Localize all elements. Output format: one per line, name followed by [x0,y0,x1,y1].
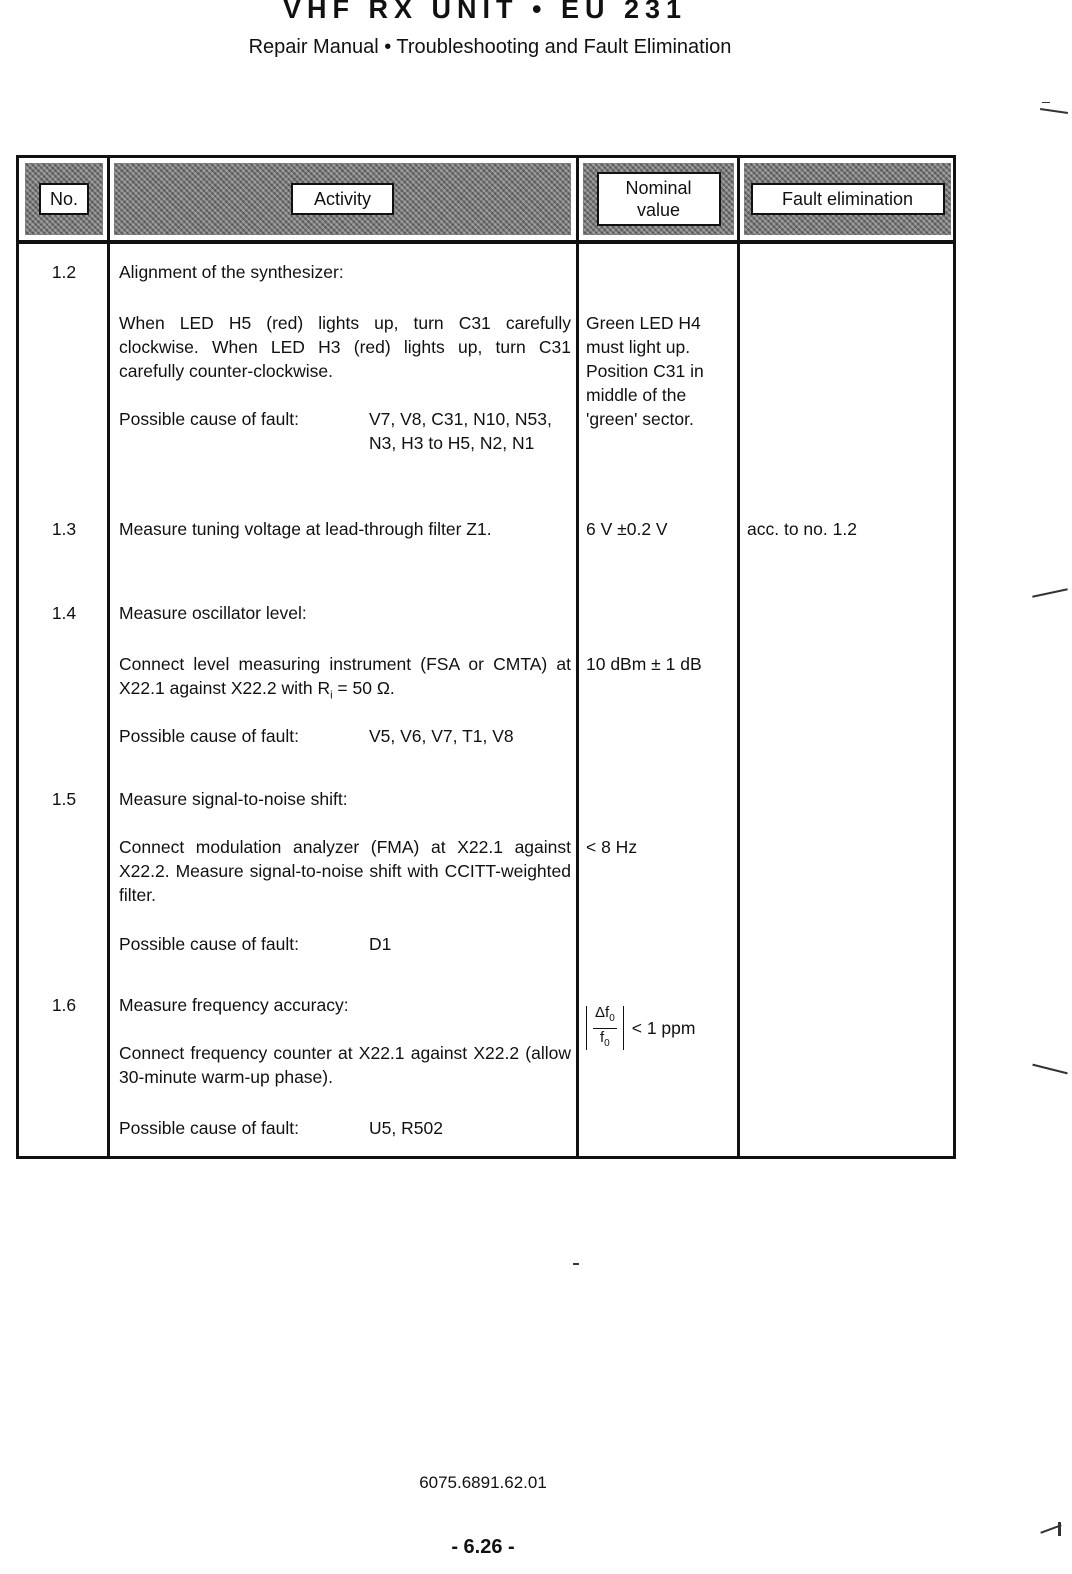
header-nominal [583,163,734,235]
row-number: 1.3 [51,519,77,539]
row-heading: Measure oscillator level: [119,603,307,623]
cause-label: Possible cause of fault: [119,726,299,746]
row-heading: Measure frequency accuracy: [119,995,349,1015]
header-no [25,163,103,235]
cause-parts: D1 [369,934,392,954]
cause-of-fault [119,932,571,956]
row-text: Measure tuning voltage at lead-through filter Z1. [119,519,492,539]
header-divider [19,240,953,244]
nominal-header-line1: Nominal [625,178,692,198]
formula-numerator: $\Delta f_0$ [593,1004,617,1029]
absolute-value-bars [586,1003,624,1050]
column-divider [576,158,579,1156]
cause-label: Possible cause of fault: [119,1118,299,1138]
row-text: Connect modulation analyzer (FMA) at X22.1 against X22.2. Measure signal-to-noise shift with CCITT-weighted filter. [119,837,571,905]
document-title: VHF RX UNIT • EU 231 [282,0,687,24]
nominal-header-line2: value [636,200,681,220]
row-text: When LED H5 (red) lights up, turn C31 carefully clockwise. When LED H3 (red) lights up, turn C31 carefully counter-clockwise. [119,313,571,381]
row-number: 1.5 [51,789,77,809]
troubleshooting-table [16,155,956,1159]
cause-parts: V7, V8, C31, N10, N53, N3, H3 to H5, N2, N1 [369,409,552,453]
cause-of-fault [119,407,571,455]
cause-label: Possible cause of fault: [119,409,299,429]
row-number: 1.2 [51,262,77,282]
cause-parts: V5, V6, V7, T1, V8 [369,726,514,746]
row-number: 1.6 [51,995,77,1015]
page-number: - 6.26 - [451,1536,515,1558]
cause-parts: U5, R502 [369,1118,443,1138]
column-header-nominal [597,172,721,226]
row-heading: Measure signal-to-noise shift: [119,789,348,809]
row-heading: Alignment of the synthesizer: [119,262,344,282]
resistance-subscript: i [330,689,333,702]
cause-of-fault [119,724,571,748]
formula-denominator: $f_0$ [600,1028,610,1049]
fault-elimination: acc. to no. 1.2 [747,519,857,539]
nominal-value: 10 dBm ± 1 dB [586,654,702,674]
document-subtitle: Repair Manual • Troubleshooting and Fault Elimination [248,36,732,58]
header-fault [744,163,951,235]
row-number: 1.4 [51,603,77,623]
cause-of-fault [119,1116,571,1140]
nominal-value: Green LED H4 must light up. Position C31 in middle of the 'green' sector. [586,313,704,429]
header-activity [114,163,571,235]
cause-label: Possible cause of fault: [119,934,299,954]
document-code: 6075.6891.62.01 [419,1473,547,1492]
nominal-value: 6 V ±0.2 V [586,519,668,539]
row-text: Connect frequency counter at X22.1 against X22.2 (allow 30-minute warm-up phase). [119,1043,571,1087]
column-header-no: No. [39,183,89,215]
column-header-fault: Fault elimination [751,183,945,215]
row-text-end: = 50 Ω. [332,678,395,698]
nominal-value: < 8 Hz [586,837,638,857]
row-text [119,652,571,708]
formula-limit: < 1 ppm [631,1018,696,1038]
row-text-main: Connect level measuring instrument (FSA or CMTA) at X22.1 against X22.2 with R [119,654,571,698]
column-header-activity: Activity [291,183,394,215]
nominal-frequency-formula [586,1003,746,1050]
